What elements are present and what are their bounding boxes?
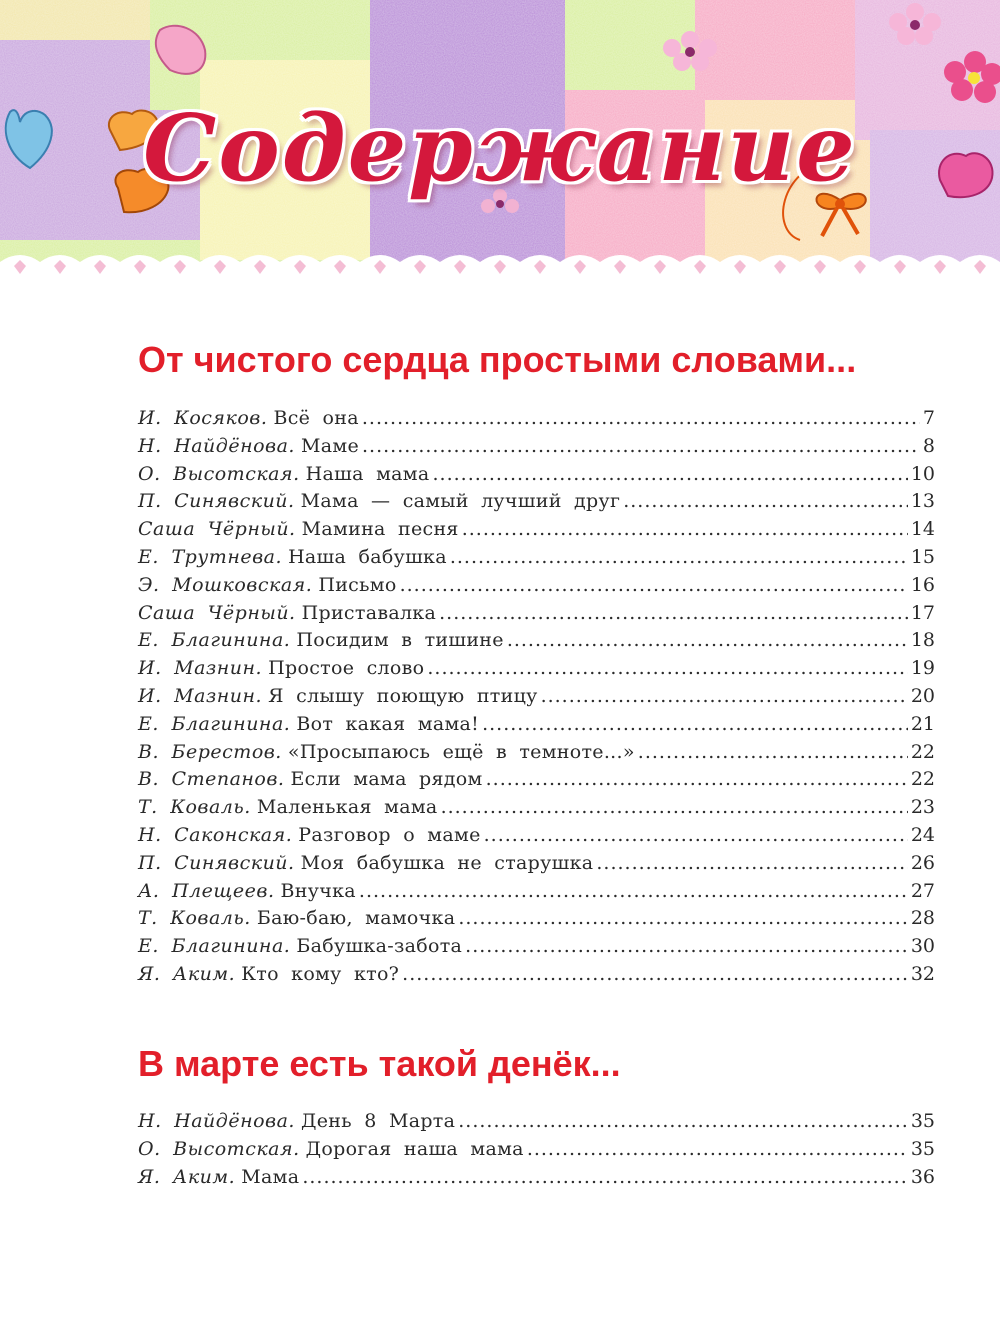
toc-title: Мамина песня xyxy=(301,518,459,541)
toc-entry[interactable] xyxy=(138,405,935,433)
toc-entry[interactable] xyxy=(138,1108,935,1136)
toc-author: Т. Коваль. xyxy=(138,796,251,819)
toc-leader-dots xyxy=(450,544,908,572)
toc-leader-dots xyxy=(507,627,908,655)
toc-page-number: 35 xyxy=(910,1137,935,1160)
toc-leader-dots xyxy=(362,405,920,433)
toc-entry[interactable] xyxy=(138,933,935,961)
toc-leader-dots xyxy=(458,1108,908,1136)
toc-page-number: 20 xyxy=(910,684,935,707)
toc-title: Разговор о маме xyxy=(298,823,481,846)
toc-leader-dots xyxy=(484,822,908,850)
toc-page-number: 17 xyxy=(910,601,935,624)
toc-entry[interactable] xyxy=(138,1136,935,1164)
toc-leader-dots xyxy=(362,433,920,461)
toc-entry[interactable] xyxy=(138,488,935,516)
toc-author: В. Степанов. xyxy=(138,768,285,791)
toc-entry[interactable] xyxy=(138,461,935,489)
toc-author: И. Мазнин. xyxy=(138,657,263,680)
toc-leader-dots xyxy=(302,1164,907,1192)
toc-title: Моя бабушка не старушка xyxy=(300,851,594,874)
toc-title: Баю-баю, мамочка xyxy=(256,907,456,930)
toc-title: Если мама рядом xyxy=(290,768,483,791)
header-banner xyxy=(0,0,1000,300)
toc-author: В. Берестов. xyxy=(138,740,282,763)
toc-page-number: 27 xyxy=(910,879,935,902)
toc-leader-dots xyxy=(623,488,908,516)
toc-author: И. Мазнин. xyxy=(138,684,263,707)
toc-author: П. Синявский. xyxy=(138,490,295,513)
toc-title: День 8 Марта xyxy=(301,1110,456,1132)
toc-leader-dots xyxy=(527,1136,908,1164)
toc-author: Е. Благинина. xyxy=(138,935,291,958)
toc-title: Маленькая мама xyxy=(256,796,438,819)
toc-entry[interactable] xyxy=(138,516,935,544)
toc-page-number: 16 xyxy=(910,573,935,596)
toc-page-number: 35 xyxy=(910,1110,935,1132)
toc-page-number: 28 xyxy=(910,907,935,930)
toc-author: Саша Чёрный. xyxy=(138,518,296,541)
toc-page-number: 15 xyxy=(910,545,935,568)
toc-title: Мама xyxy=(241,1165,300,1188)
toc-author: Е. Благинина. xyxy=(138,629,291,652)
toc-leader-dots xyxy=(486,766,908,794)
toc-author: Е. Трутнева. xyxy=(138,545,283,568)
toc-title: Внучка xyxy=(280,879,356,902)
toc-entry[interactable] xyxy=(138,544,935,572)
toc-page-number: 23 xyxy=(910,796,935,819)
toc-page-number: 18 xyxy=(910,629,935,652)
toc-entry[interactable] xyxy=(138,850,935,878)
toc-leader-dots xyxy=(433,461,908,489)
toc-title: Маме xyxy=(301,434,360,457)
toc-author: О. Высотская. xyxy=(138,462,300,485)
toc-entry[interactable] xyxy=(138,600,935,628)
toc-author: Саша Чёрный. xyxy=(138,601,296,624)
toc-leader-dots xyxy=(596,850,907,878)
toc-author: Э. Мошковская. xyxy=(138,573,313,596)
toc-entry[interactable] xyxy=(138,572,935,600)
toc-page-number: 22 xyxy=(910,740,935,763)
toc-page-number: 8 xyxy=(922,434,935,457)
toc-entry[interactable] xyxy=(138,961,935,989)
toc-title: Бабушка-забота xyxy=(296,935,463,958)
toc-page-number: 30 xyxy=(910,935,935,958)
toc-leader-dots xyxy=(462,516,908,544)
toc-leader-dots xyxy=(359,878,908,906)
toc-page-number: 36 xyxy=(910,1165,935,1188)
toc-page-number: 13 xyxy=(910,490,935,513)
toc-title: Наша бабушка xyxy=(288,545,447,568)
toc-title: Наша мама xyxy=(305,462,430,485)
toc-author: Н. Найдёнова. xyxy=(138,1110,295,1132)
toc-author: Н. Найдёнова. xyxy=(138,434,295,457)
toc-author: А. Плещеев. xyxy=(138,879,275,902)
toc-author: Н. Саконская. xyxy=(138,823,293,846)
toc-entry[interactable] xyxy=(138,822,935,850)
toc-leader-dots xyxy=(541,683,908,711)
toc-entry[interactable] xyxy=(138,766,935,794)
toc-title: «Просыпаюсь ещё в темноте...» xyxy=(287,740,635,763)
toc-title: Мама — самый лучший друг xyxy=(300,490,621,513)
toc-leader-dots xyxy=(638,739,908,767)
toc-page-number: 10 xyxy=(910,462,935,485)
toc-page-number: 24 xyxy=(910,823,935,846)
toc-leader-dots xyxy=(402,961,908,989)
toc-entry[interactable] xyxy=(138,905,935,933)
toc-leader-dots xyxy=(427,655,907,683)
toc-leader-dots xyxy=(441,794,908,822)
toc-page-number: 26 xyxy=(910,851,935,874)
toc-title: Дорогая наша мама xyxy=(305,1137,524,1160)
toc-author: Я. Аким. xyxy=(138,1165,236,1188)
toc-entry[interactable] xyxy=(138,1164,935,1192)
toc-page-number: 14 xyxy=(910,518,935,541)
toc-entry[interactable] xyxy=(138,711,935,739)
toc-page-number: 19 xyxy=(910,657,935,680)
toc-page-number: 22 xyxy=(910,768,935,791)
section-heading: От чистого сердца простыми словами... xyxy=(138,339,857,380)
toc-entry[interactable] xyxy=(138,878,935,906)
toc-author: О. Высотская. xyxy=(138,1137,300,1160)
toc-title: Я слышу поющую птицу xyxy=(268,684,538,707)
toc-title: Приставалка xyxy=(301,601,437,624)
toc-entry[interactable] xyxy=(138,655,935,683)
toc-title: Всё она xyxy=(273,407,359,429)
toc-leader-dots xyxy=(465,933,908,961)
toc-entry[interactable] xyxy=(138,627,935,655)
section-heading: В марте есть такой денёк... xyxy=(138,1043,621,1084)
toc-leader-dots xyxy=(482,711,908,739)
toc-author: И. Косяков. xyxy=(138,407,268,429)
toc-title: Посидим в тишине xyxy=(296,629,504,652)
toc-leader-dots xyxy=(458,905,907,933)
toc-title: Вот какая мама! xyxy=(296,712,480,735)
page-title: Содержание xyxy=(143,94,857,202)
toc-author: П. Синявский. xyxy=(138,851,295,874)
toc-page-number: 7 xyxy=(922,407,935,429)
toc-title: Кто кому кто? xyxy=(241,962,400,985)
toc-leader-dots xyxy=(439,600,908,628)
toc-entry[interactable] xyxy=(138,794,935,822)
toc-list xyxy=(138,1108,935,1191)
toc-entry[interactable] xyxy=(138,739,935,767)
heart-border xyxy=(0,255,1000,300)
toc-author: Е. Благинина. xyxy=(138,712,291,735)
toc-author: Т. Коваль. xyxy=(138,907,251,930)
toc-leader-dots xyxy=(400,572,908,600)
toc-entry[interactable] xyxy=(138,683,935,711)
toc-title: Простое слово xyxy=(268,657,425,680)
toc-author: Я. Аким. xyxy=(138,962,236,985)
toc-title: Письмо xyxy=(318,573,397,596)
toc-page-number: 21 xyxy=(910,712,935,735)
toc-list xyxy=(138,405,935,989)
toc-entry[interactable] xyxy=(138,433,935,461)
toc-page-number: 32 xyxy=(910,962,935,985)
